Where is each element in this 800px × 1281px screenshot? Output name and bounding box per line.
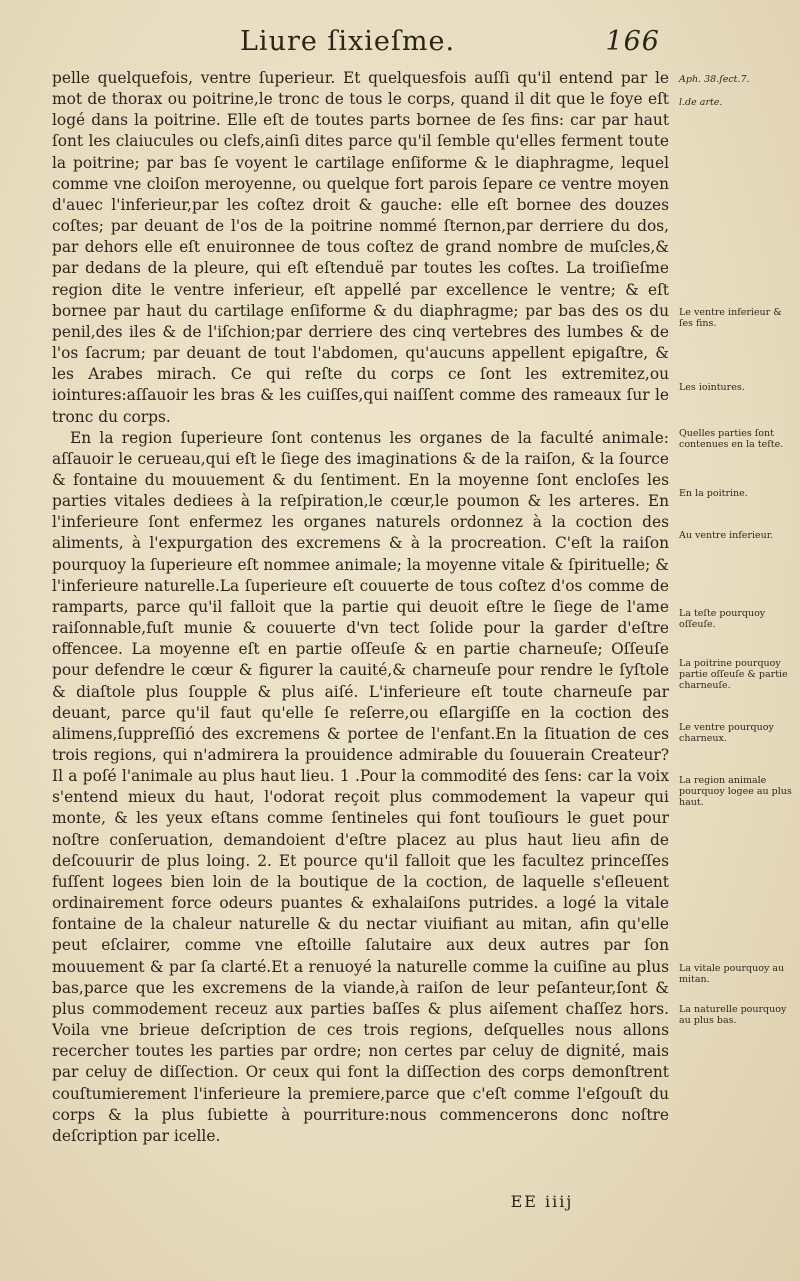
main-text bbox=[52, 68, 669, 1147]
margin-note: La region animale pourquoy logee au plus haut. bbox=[679, 775, 792, 808]
margin-note: En la poitrine. bbox=[679, 488, 748, 499]
signature-mark: EE iiij bbox=[510, 1192, 574, 1211]
running-title: Liure ſixieſme. bbox=[240, 26, 456, 57]
margin-note: Les iointures. bbox=[679, 382, 745, 393]
paragraph: En la region ſuperieure ſont contenus les organes de la faculté animale: aſſauoir le cerueau,qui eſt le ſiege des imaginations & de la raiſon, & la ſource & fontaine du mouuement & du ſentiment. En la moyenne ſont encloſes les parties vitales dediees à la reſpiration,le cœur,le poumon & les arteres. En l'inferieure ſont enfermez les organes naturels ordonnez à la coction des aliments, à l'expurgation des excremens & à la procreation. C'eſt la raiſon pourquoy la ſuperieure eſt nommee animale; la moyenne vitale & ſpirituelle; & l'inferieure naturelle.La ſuperieure eſt couuerte de tous coſtez d'os comme de ramparts, parce qu'il falloit que la partie qui deuoit eſtre le ſiege de l'ame raiſonnable,fuſt munie & couuerte d'vn tect ſolide pour la garder d'eſtre offencee. La moyenne eſt en partie oſſeuſe & en partie charneuſe; Oſſeuſe pour defendre le cœur & figurer la cauité,& charneuſe pour rendre le ſyſtole & diaſtole plus ſoupple & plus aiſé. L'inferieure eſt toute charneuſe par deuant, parce qu'il faut qu'elle ſe reſerre,ou eſlargiſſe en la coction des alimens,ſuppreſſió des excremens & portee de l'enfant.En la ſituation de ces trois regions, qui n'admirera la prouidence admirable du ſouuerain Createur?Il a poſé l'animale au plus haut lieu. 1 .Pour la commodité des ſens: car la voix s'entend mieux du haut, l'odorat reçoit plus commodement la vapeur qui monte, & les yeux eſtans comme ſentineles qui font touſiours le guet pour noſtre conſeruation, demandoient d'eſtre placez au plus haut lieu afin de deſcouurir de plus loing. 2. Et pource qu'il falloit que les facultez princeſſes fuſſent logees bien loin de la boutique de la coction, de laquelle s'eſleuent ordinairement force odeurs puantes & exhalaiſons putrides. a logé la vitale fontaine de la chaleur naturelle & du nectar viuifiant au mitan, afin qu'elle peut eſclairer, comme vne eſtoille ſalutaire aux deux autres par ſon mouuement & par ſa clarté.Et a renuoyé la naturelle comme la cuiſine au plus bas,parce que les excremens de la viande,à raiſon de leur peſanteur,ſont & plus commodement receuz aux parties baſſes & plus aiſement chaſſez hors. Voila vne brieue deſcription de ces trois regions, deſquelles nous allons recercher toutes les parties par ordre; non certes par celuy de dignité, mais par celuy de diſſection. Or ceux qui font la diſſection des corps demonſtrent couſtumierement l'inferieure la premiere,parce que c'eſt comme l'eſgouſt du corps & la plus ſubiette à pourriture:nous commencerons donc noſtre deſcription par icelle. bbox=[52, 428, 669, 1145]
paragraph-continued: pelle quelquefois, ventre ſuperieur. Et quelquesfois auſſi qu'il entend par le mot de thorax ou poitrine,le tronc de tous le corps, quand il dit que le foye eſt logé dans la poitrine. Elle eſt de toutes parts bornee de ſes fins: car par haut ſont les claiucules ou clefs,ainſi dites parce qu'il ſemble qu'elles ferment toute la poitrine; par bas ſe voyent le cartilage enſiforme & le diaphragme, lequel comme vne cloiſon meroyenne, ou quelque fort parois ſepare ce ventre moyen d'auec l'inferieur,par les coſtez droit & gauche: elle eſt bornee des douzes coſtes; par deuant de l'os de la poitrine nommé ſternon,par derriere du dos, par dehors elle eſt enuironnee de tous coſtez de grand nombre de muſcles,& par dedans de la pleure, qui eſt eſtenduë par toutes les coſtes. La troiſieſme region dite le ventre inferieur, eſt appellé par excellence le ventre; & eſt bornee par haut du cartilage enſiforme & du diaphragme; par bas des os du penil,des iles & de l'iſchion;par derriere des cinq vertebres des lumbes & de l'os ſacrum; par deuant de tout l'abdomen, qu'aucuns appellent epigaſtre, & les Arabes mirach. Ce qui reſte du corps ce ſont les extremitez,ou iointures:aſſauoir les bras & les cuiſſes,qui naiſſent comme des rameaux ſur le tronc du corps. bbox=[52, 69, 669, 426]
margin-note: Au ventre inferieur. bbox=[679, 530, 774, 541]
margin-reference: Aph. 38.ſect.7. bbox=[679, 74, 750, 85]
margin-note: La vitale pourquoy au mitan. bbox=[679, 963, 785, 985]
margin-reference: l.de arte. bbox=[679, 97, 723, 108]
margin-note: Le ventre inferieur & ſes fins. bbox=[679, 307, 782, 329]
margin-note: Quelles parties ſont contenues en la teſte. bbox=[679, 428, 784, 450]
margin-note: Le ventre pourquoy charneux. bbox=[679, 722, 774, 744]
margin-note: La naturelle pourquoy au plus bas. bbox=[679, 1004, 787, 1026]
margin-note: La poitrine pourquoy partie oſſeuſe & partie charneuſe. bbox=[679, 658, 788, 691]
page-number: 166 bbox=[605, 26, 660, 57]
running-head bbox=[240, 26, 660, 66]
margin-note: La teſte pourquoy oſſeuſe. bbox=[679, 608, 766, 630]
